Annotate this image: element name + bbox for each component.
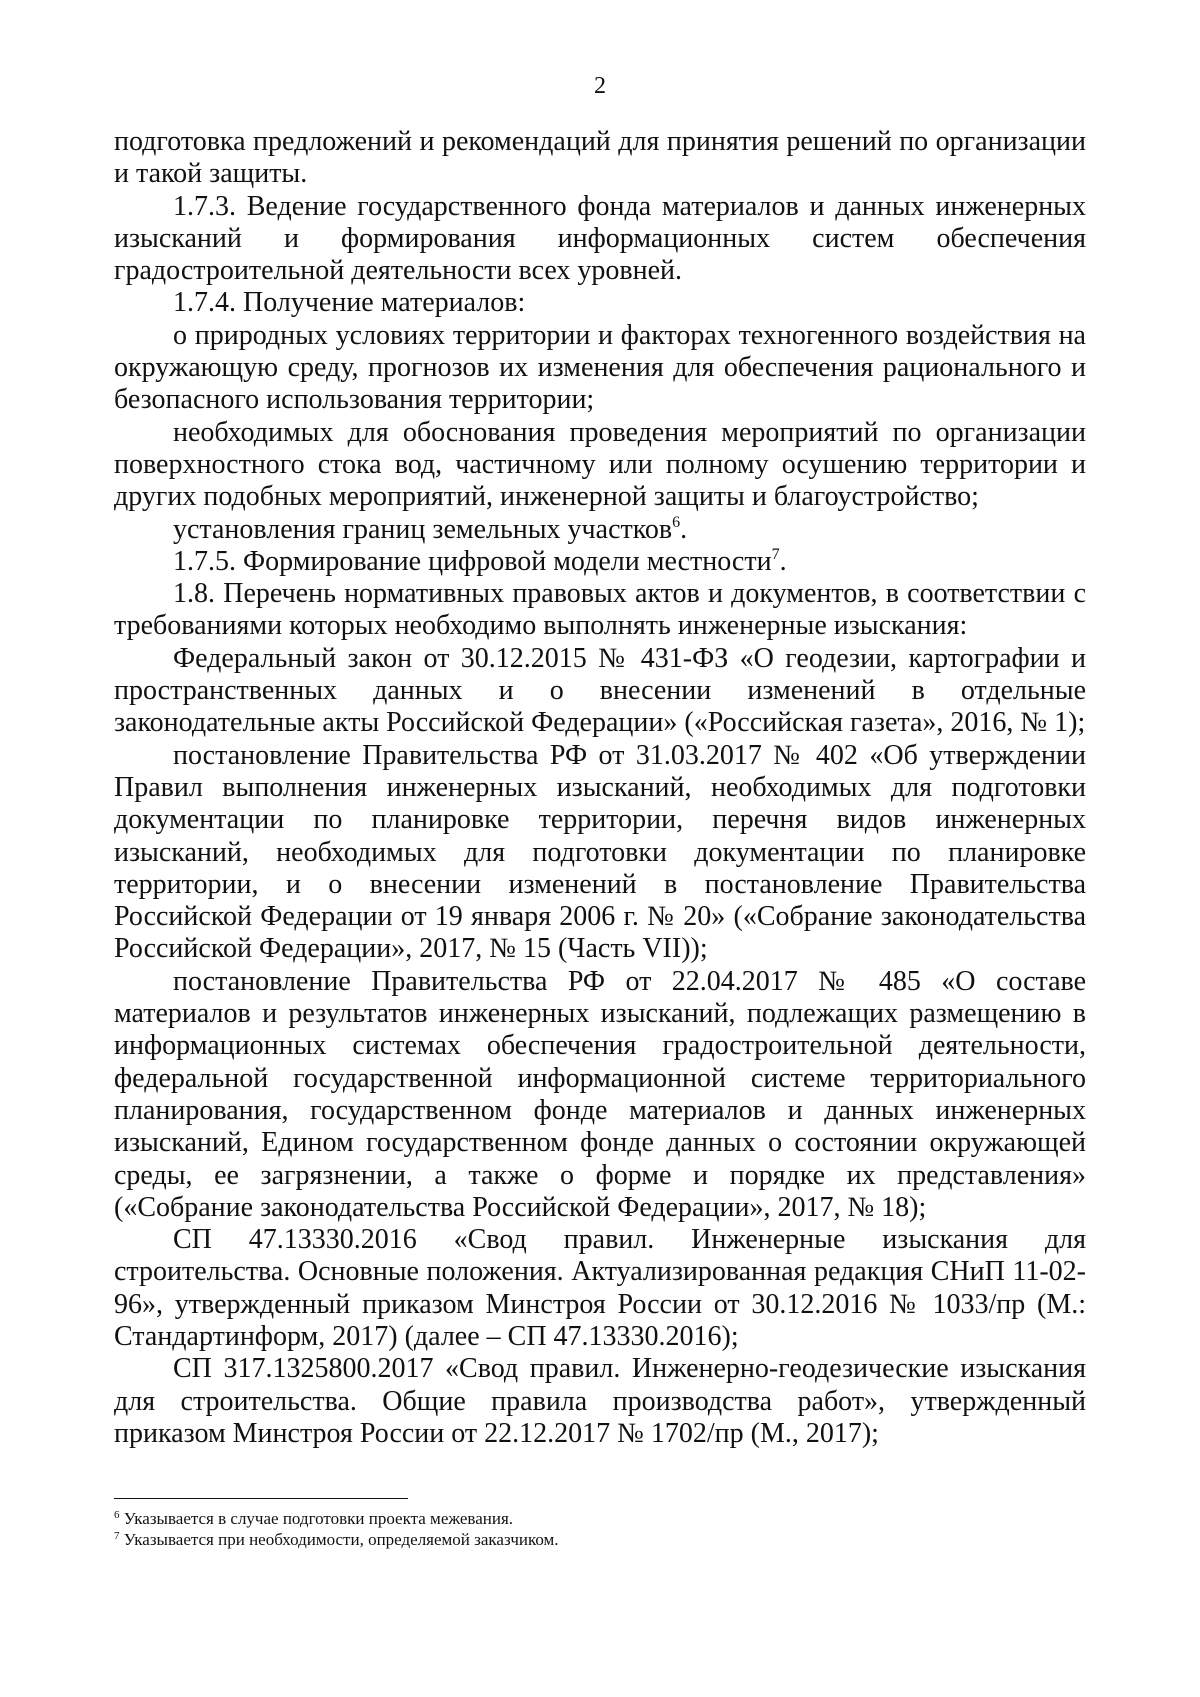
paragraph bbox=[114, 546, 1086, 578]
page-number: 2 bbox=[594, 73, 606, 99]
footnote-reference[interactable]: 7 bbox=[771, 545, 780, 563]
footnotes bbox=[114, 1508, 1086, 1550]
paragraph-tail: . bbox=[680, 513, 688, 545]
footnote-text: Указывается в случае подготовки проекта межевания. bbox=[119, 1509, 514, 1528]
paragraph bbox=[114, 643, 1086, 740]
paragraph bbox=[114, 126, 1086, 191]
paragraph-text: СП 47.13330.2016 «Свод правил. Инженерные изыскания для строительства. Основные положения. Актуализированная редакция СНиП 11-02-96», утвержденный приказом Минстроя России от 30.12.2016 № 1033/пр (М.: Стандартинформ, 2017) (далее – СП 47.13330.2016); bbox=[114, 1224, 1086, 1352]
paragraph-tail: . bbox=[779, 545, 787, 577]
paragraph bbox=[114, 320, 1086, 417]
footnote-reference[interactable]: 6 bbox=[672, 513, 681, 531]
paragraph bbox=[114, 417, 1086, 514]
paragraph bbox=[114, 191, 1086, 288]
footnote-number: 6 bbox=[114, 1509, 120, 1521]
footnote-text: Указывается при необходимости, определяемой заказчиком. bbox=[119, 1530, 559, 1549]
footnote-separator bbox=[114, 1498, 408, 1499]
footnote bbox=[114, 1529, 1086, 1550]
paragraph bbox=[114, 578, 1086, 643]
paragraph-text: 1.8. Перечень нормативных правовых актов и документов, в соответствии с требованиями которых необходимо выполнять инженерные изыскания: bbox=[114, 578, 1086, 642]
paragraph-text: о природных условиях территории и факторах техногенного воздействия на окружающую среду, прогнозов их изменения для обеспечения рационального и безопасного использования территории; bbox=[114, 319, 1086, 416]
paragraph-text: Федеральный закон от 30.12.2015 № 431-ФЗ «О геодезии, картографии и пространственных данных и о внесении изменений в отдельные законодательные акты Российской Федерации» («Российская газета», 2016, № 1); bbox=[114, 642, 1086, 739]
footnote-number: 7 bbox=[114, 1530, 120, 1542]
paragraph bbox=[114, 740, 1086, 966]
paragraph-text: 1.7.5. Формирование цифровой модели местности bbox=[173, 545, 772, 577]
paragraph-text: необходимых для обоснования проведения мероприятий по организации поверхностного стока вод, частичному или полному осушению территории и других подобных мероприятий, инженерной защиты и благоустройство; bbox=[114, 416, 1086, 513]
paragraph bbox=[114, 1224, 1086, 1353]
paragraph-text: установления границ земельных участков bbox=[173, 513, 673, 545]
paragraph-text: постановление Правительства РФ от 22.04.2017 № 485 «О составе материалов и результатов инженерных изысканий, подлежащих размещению в информационных системах обеспечения градостроительной деятельности, федеральной государственной информационной системе территориального планирования, государственном фонде материалов и данных инженерных изысканий, Едином государственном фонде данных о состоянии окружающей среды, ее загрязнении, а также о форме и порядке их представления» («Собрание законодательства Российской Федерации», 2017, № 18); bbox=[114, 965, 1086, 1223]
paragraph bbox=[114, 287, 1086, 319]
paragraph-text: постановление Правительства РФ от 31.03.2017 № 402 «Об утверждении Правил выполнения инженерных изысканий, необходимых для подготовки документации по планировке территории, перечня видов инженерных изысканий, необходимых для подготовки документации по планировке территории, и о внесении изменений в постановление Правительства Российской Федерации от 19 января 2006 г. № 20» («Собрание законодательства Российской Федерации», 2017, № 15 (Часть VII)); bbox=[114, 739, 1086, 965]
paragraph-text: СП 317.1325800.2017 «Свод правил. Инженерно-геодезические изыскания для строительства. Общие правила производства работ», утвержденный приказом Минстроя России от 22.12.2017 № 1702/пр (М., 2017); bbox=[114, 1353, 1086, 1449]
paragraph bbox=[114, 514, 1086, 546]
paragraph-text: 1.7.4. Получение материалов: bbox=[173, 287, 526, 319]
paragraph-text: 1.7.3. Ведение государственного фонда материалов и данных инженерных изысканий и формирования информационных систем обеспечения градостроительной деятельности всех уровней. bbox=[114, 190, 1086, 287]
paragraph bbox=[114, 966, 1086, 1224]
paragraph-text: подготовка предложений и рекомендаций для принятия решений по организации и такой защиты. bbox=[114, 126, 1086, 190]
body-text bbox=[114, 126, 1086, 1450]
footnote bbox=[114, 1508, 1086, 1529]
paragraph bbox=[114, 1353, 1086, 1450]
